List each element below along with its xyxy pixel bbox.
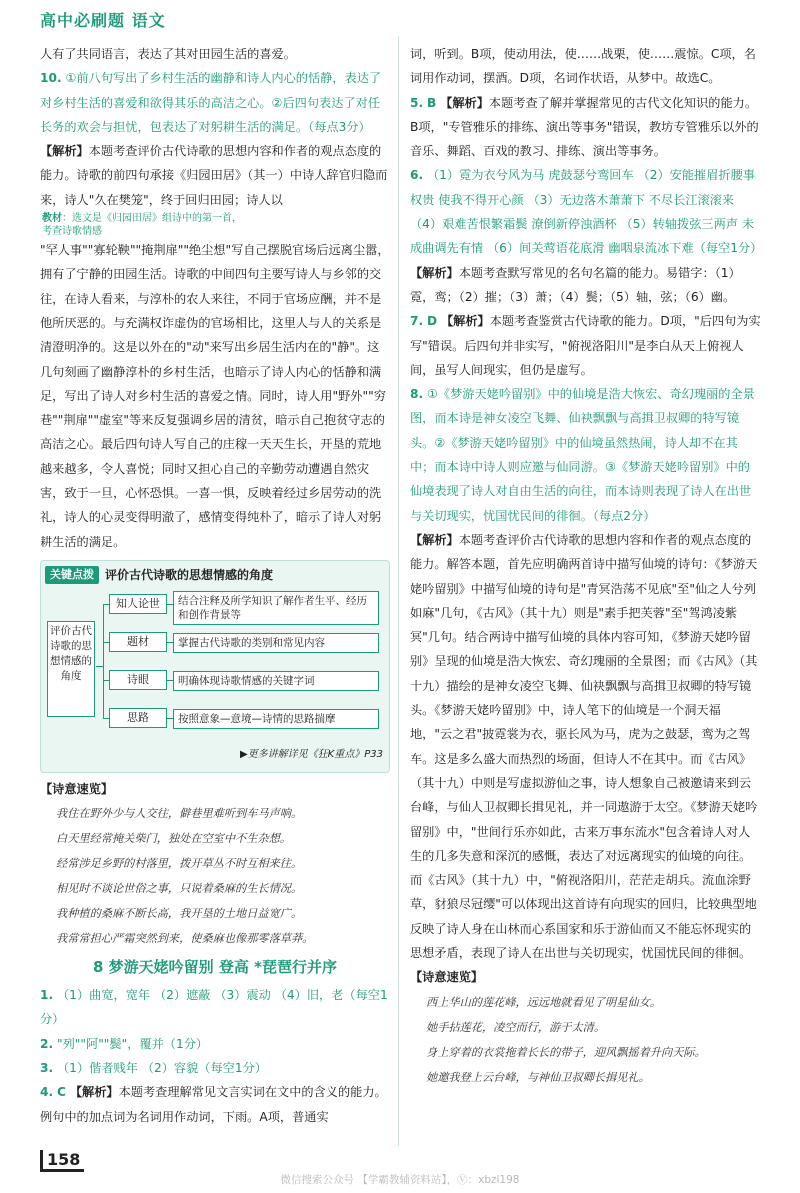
analysis-tag: 【解析】	[440, 95, 489, 110]
mind-map-connector	[103, 604, 104, 718]
jiaocai-text: ：选文是《归园田居》组诗中的第一首，考查诗歌情感	[42, 213, 242, 238]
analysis-8-text: 本题考查评价古代诗歌的思想内容和作者的观点态度的能力。解答本题，首先应明确两首诗中描写仙境的诗句：《梦游天姥吟留别》中描写仙境的诗句是"青冥浩荡不见底"至"仙之人兮列如麻"几句，《古风》（其十九）则是"素手把芙蓉"至"驾鸿凌紫冥"几句。结合两诗中描写仙境的具体内容可知，《梦游天姥吟留别》呈现的仙境是浩大恢宏、奇幻瑰丽的全景图；而《古风》（其十九）描绘的是神女凌空飞舞、仙袂飘飘与高揖卫叔卿的特写镜头。《梦游天姥吟留别》中，诗人笔下的仙境是一个洞天福地，"云之君"披霓裳为衣，驱长风为马，虎为之鼓瑟，鸾为之驾车。这是多么盛大而热烈的场面，但诗人不在其中。而《古风》（其十九）中则是写虚拟游仙之事，诗人想象自己被邀请来到云台峰，与仙人卫叔卿长揖见礼，并一同遨游于太空。《梦游天姥吟留别》中，"世间行乐亦如此，古来万事东流水"包含着诗人对人生的几多失意和深沉的感慨，表达了对远离现实的仙境的向往。而《古风》（其十九）中，"俯视洛阳川，茫茫走胡兵。流血涂野草，豺狼尽冠缨"可以体现出这首诗有向现实的回归，比较典型地反映了诗人身在山林而心系国家和乐于游仙而又不能忘怀现实的思想矛盾，表现了诗人在出世与关切现实，忧国忧民间的徘徊。	[410, 532, 758, 960]
answer-5-text: 本题考查了解并掌握常见的古代文化知识的能力。B项，"专管雅乐的排练、演出等事务"错误，教坊专管雅乐以外的音乐、舞蹈、百戏的教习、排练、演出等事务。	[410, 95, 759, 159]
mind-map-node: 思路	[109, 708, 167, 728]
book-header: 高中必刷题 语文	[40, 11, 166, 30]
answer-8-number: 8.	[410, 387, 424, 402]
answer-4-number: 4.	[40, 1085, 54, 1100]
poem-line: 身上穿着的衣裳拖着长长的带子，迎风飘摇着升向天际。	[426, 1045, 706, 1059]
page-number: 158	[40, 1150, 84, 1172]
answer-5-number: 5.	[410, 95, 424, 110]
analysis-6-text: 本题考查默写常见的名句名篇的能力。易错字：（1）霓，鸾；（2）摧；（3）萧；（4）鬓；（5）轴，弦；（6）幽。	[410, 265, 741, 304]
poem-line: 白天里经常掩关柴门，独处在空室中不生杂想。	[56, 831, 291, 845]
answer-4-text: 本题考查理解常见文言实词在文中的含义的能力。例句中的加点词为名词用作动词，下雨。A项，普通实	[40, 1085, 387, 1124]
poem-line: 她邀我登上云台峰，与神仙卫叔卿长揖见礼。	[426, 1070, 650, 1084]
analysis-6	[410, 261, 762, 310]
answer-7-letter: D	[427, 314, 438, 329]
key-tips-badge: 关键点拨	[45, 566, 99, 584]
key-tips-header	[41, 561, 389, 589]
poem-line: 她手拈莲花，凌空而行，游于太清。	[426, 1020, 606, 1034]
answer-7-number: 7.	[410, 314, 424, 329]
poem-line: 经常涉足乡野的村落里，拨开草丛不时互相来往。	[56, 856, 303, 870]
section-title: 8 梦游天姥吟留别 登高 *琵琶行并序	[93, 957, 337, 976]
key-tips-title: 评价古代诗歌的思想情感的角度	[105, 567, 274, 582]
mind-map-desc: 结合注释及所学知识了解作者生平、经历和创作背景等	[173, 591, 379, 625]
mind-map-root: 评价古代诗歌的思想情感的角度	[47, 621, 95, 717]
answer-7	[410, 309, 762, 382]
jiaocai-note	[40, 212, 390, 238]
poem-line: 我住在野外少与人交往，僻巷里难听到车马声响。	[56, 806, 303, 820]
answer-3-number: 3.	[40, 1061, 54, 1076]
mind-map-node: 知人论世	[109, 594, 167, 614]
answer-2-text: "列""阿""鬓"，覆并（1分）	[57, 1036, 209, 1051]
answer-3-text: （1）偕者贱年 （2）容貌（每空1分）	[57, 1061, 267, 1076]
answer-4	[40, 1080, 390, 1129]
more-reference: ▶更多讲解详见《狂K重点》P33	[239, 749, 383, 761]
answer-5	[410, 91, 762, 164]
answer-1	[40, 983, 390, 1032]
analysis-10-part1: 本题考查评价古代诗歌的思想内容和作者的观点态度的能力。诗歌的前四句承接《归园田居》（其一）中诗人辞官归隐而来，诗人"久在樊笼"，终于回归田园；诗人以	[40, 144, 388, 207]
poem-line: 我种植的桑麻不断长高，我开垦的土地日益宽广。	[56, 906, 303, 920]
answer-6-text: （1）霓为衣兮风为马 虎鼓瑟兮鸾回车 （2）安能摧眉折腰事权贵 使我不得开心颜 （3）无边落木萧萧下 不尽长江滚滚来 （4）艰难苦恨繁霜鬓 潦倒新停浊酒杯 （5）转轴拨弦三两声 未成曲调先有情 （6）间关莺语花底滑 幽咽泉流冰下难（每空1分）	[410, 168, 763, 256]
poem-summary-title: 【诗意速览】	[40, 781, 114, 796]
mind-map-node: 诗眼	[109, 670, 167, 690]
analysis-8	[410, 528, 762, 965]
mind-map-desc: 按照意象—意境—诗情的思路揣摩	[173, 709, 379, 729]
answer-3	[40, 1056, 390, 1080]
mind-map-connector	[96, 666, 103, 667]
mind-map-desc: 明确体现诗歌情感的关键字词	[173, 671, 379, 691]
left-column	[40, 42, 390, 1129]
answer-4-letter: C	[57, 1085, 66, 1100]
answer-10-number: 10.	[40, 71, 62, 86]
right-column	[410, 42, 762, 1090]
poem-line: 我常常担心严霜突然到来，使桑麻也像那零落草莽。	[56, 931, 314, 945]
answer-5-letter: B	[427, 95, 437, 110]
poem-summary-title: 【诗意速览】	[410, 970, 484, 985]
mind-map-node: 题材	[109, 632, 167, 652]
analysis-tag: 【解析】	[40, 144, 89, 159]
mind-map	[47, 591, 383, 741]
poem-line: 相见时不谈论世俗之事，只说着桑麻的生长情况。	[56, 881, 303, 895]
analysis-tag: 【解析】	[410, 532, 459, 547]
jiaocai-box	[42, 212, 242, 238]
watermark: 微信搜索公众号 【学霸教辅资料站】，Ⓥ：xbzl198	[280, 1174, 520, 1186]
poem-line: 西上华山的莲花峰，远远地就看见了明星仙女。	[426, 995, 661, 1009]
answer-8-text: ①《梦游天姥吟留别》中的仙境是浩大恢宏、奇幻瑰丽的全景图，而本诗是神女凌空飞舞、仙袂飘飘与高揖卫叔卿的特写镜头。②《梦游天姥吟留别》中的仙境虽然热闹，诗人却不在其中；而本诗中诗人则应邀与仙同游。③《梦游天姥吟留别》中的仙境表现了诗人对自由生活的向往，而本诗则表现了诗人在出世与关切现实，忧国忧民间的徘徊。（每点2分）	[410, 387, 755, 523]
answer-2-number: 2.	[40, 1036, 54, 1051]
answer-6	[410, 163, 762, 260]
answer-1-number: 1.	[40, 988, 54, 1003]
analysis-tag: 【解析】	[410, 265, 459, 280]
answer-7-text: 本题考查鉴赏古代诗歌的能力。D项，"后四句为实写"错误。后四句并非实写，"俯视洛阳川"是李白从天上俯视人间，虽写人间现实，但仍是虚写。	[410, 314, 761, 377]
answer-10	[40, 66, 390, 139]
answer-2	[40, 1032, 390, 1056]
analysis-tag: 【解析】	[441, 314, 490, 329]
answer-10-text: ①前八句写出了乡村生活的幽静和诗人内心的恬静，表达了对乡村生活的喜爱和欲得其乐的高洁之心。②后四句表达了对任长务的欢会与担忧，包表达了对躬耕生活的满足。（每点3分）	[40, 71, 382, 134]
answer-4-continued: 词，听到。B项，使动用法，使……战栗，使……震惊。C项，名词用作动词，摆酒。D项，名词作状语，从梦中。故选C。	[410, 47, 756, 86]
analysis-10-part2: "罕人事""寡轮鞅""掩荆扉""绝尘想"写自己摆脱官场后远离尘嚣，拥有了宁静的田园生活。诗歌的中间四句主要写诗人与乡邻的交往，在诗人看来，与淳朴的农人来往，不同于官场应酬，并不是他所厌恶的。与充满权诈虚伪的官场相比，这里人与人的关系是清澄明净的。这是以外在的"动"来写出乡居生活内在的"静"。这几句刻画了幽静淳朴的乡村生活，也暗示了诗人内心的恬静和满足，写出了诗人对乡村生活的喜爱之情。同时，诗人用"野外""穷巷""荆扉""虚室"等来反复强调乡居的清贫，暗示自己抱贫守志的高洁之心。最后四句诗人写自己的庄稼一天天生长，开垦的荒地越来越多，令人喜悦；同时又担心自己的辛勤劳动遭遇自然灾害，致于一旦，心怀恐惧。一喜一惧，反映着经过乡居劳动的洗礼，诗人的心灵变得明澈了，感情变得纯朴了，暗示了诗人对躬耕生活的满足。	[40, 243, 390, 549]
column-divider	[398, 36, 399, 1146]
intro-text: 人有了共同语言，表达了其对田园生活的喜爱。	[40, 47, 296, 61]
jiaocai-label: 教材	[42, 213, 62, 225]
mind-map-desc: 掌握古代诗歌的类别和常见内容	[173, 633, 379, 653]
analysis-tag: 【解析】	[69, 1085, 119, 1100]
key-tips-box	[40, 560, 390, 773]
analysis-10	[40, 139, 390, 212]
answer-6-number: 6.	[410, 168, 424, 183]
answer-8	[410, 382, 762, 528]
answer-1-text: （1）曲宽，宽年 （2）遮蔽 （3）震动 （4）旧，老（每空1分）	[40, 988, 388, 1027]
